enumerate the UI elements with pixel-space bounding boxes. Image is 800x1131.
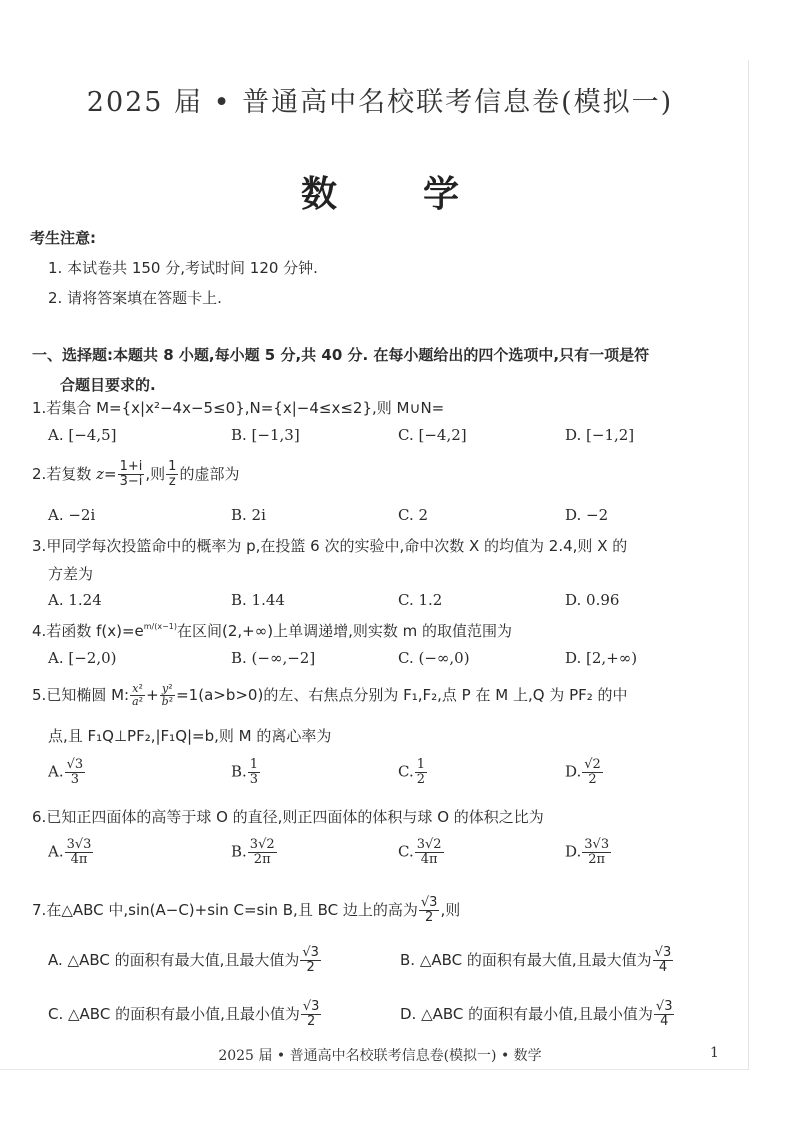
question-7: [32, 896, 460, 925]
option-a: A. $\frac{√3}{3}$: [48, 757, 84, 787]
option-c: C. $\frac{1}{2}$: [398, 757, 425, 787]
question-stem-suffix: 的虚部为: [179, 465, 240, 483]
option-b: B. (−∞,−2]: [231, 649, 316, 667]
question-stem-prefix: 若集合: [46, 399, 92, 417]
question-stem: 已知正四面体的高等于球 O 的直径,则正四面体的体积与球 O 的体积之比为: [46, 808, 544, 826]
question-4: [32, 620, 512, 641]
fraction-height: $\frac{√3}{2}$: [420, 895, 438, 925]
option-b: B. △ABC 的面积有最大值,且最大值为 $\frac{√3}{4}$: [400, 945, 672, 975]
subject-char-1: 数: [300, 174, 337, 215]
option-b: B. 2i: [231, 506, 266, 524]
option-c: C. △ABC 的面积有最小值,且最小值为 $\frac{√3}{2}$: [48, 999, 320, 1029]
option-c: C. [−4,2]: [398, 426, 467, 444]
exam-title: 2025 届 • 普通高中名校联考信息卷(模拟一): [86, 87, 674, 118]
page-number: 1: [710, 1045, 719, 1061]
question-number: 1.: [32, 399, 47, 417]
option-a: A. [−2,0): [48, 649, 117, 667]
option-a: A. △ABC 的面积有最大值,且最大值为 $\frac{√3}{2}$: [48, 945, 319, 975]
question-number: 5.: [32, 686, 47, 704]
question-stem-prefix: 已知椭圆 M:: [46, 686, 130, 704]
option-d: D. $\frac{3√3}{2\pi}$: [565, 837, 610, 867]
question-5-cont: 点,且 F₁Q⊥PF₂,|F₁Q|=b,则 M 的离心率为: [48, 727, 332, 745]
option-b: B. [−1,3]: [231, 426, 300, 444]
question-5: 5.已知椭圆 M: $\frac{\text{x²}}{\text{a²}}$ + $\frac{\text{y²}}{\text{b²}}$ =1(a>b>0)的左、右焦点分别为 F₁,F₂,点 P 在 M 上,Q 为 PF₂ 的中: [32, 682, 628, 708]
option-b: B. 1.44: [231, 591, 285, 609]
question-stem: M={x|x²−4x−5≤0},N={x|−4≤x≤2},则 M∪N=: [96, 399, 445, 417]
option-d: D. 0.96: [565, 591, 620, 609]
question-number: 3.: [32, 537, 47, 555]
question-6: [32, 806, 544, 827]
question-stem-suffix: 在区间(2,+∞)上单调递增,则实数 m 的取值范围为: [177, 622, 513, 640]
page-bottom-divider: [0, 1069, 748, 1070]
question-stem-line1: 甲同学每次投篮命中的概率为 p,在投篮 6 次的实验中,命中次数 X 的均值为 2.4,则 X 的: [46, 537, 628, 555]
fraction-x2-a2: $\frac{\text{x²}}{\text{a²}}$: [132, 682, 144, 708]
question-stem-prefix: 若函数 f(x)=e: [46, 622, 144, 640]
question-number: 7.: [32, 901, 47, 919]
option-c: C. (−∞,0): [398, 649, 470, 667]
question-stem-mid: =1(a>b>0)的左、右焦点分别为 F₁,F₂,点 P 在 M 上,Q 为 PF₂ 的中: [176, 686, 628, 704]
subject-title: [0, 166, 760, 217]
notice-title: 考生注意:: [30, 229, 96, 247]
question-3-cont: 方差为: [48, 565, 94, 583]
section-heading-line2: 合题目要求的.: [60, 376, 156, 394]
option-d: D. △ABC 的面积有最小值,且最小值为 $\frac{√3}{4}$: [400, 999, 673, 1029]
section-heading: [32, 340, 732, 400]
question-number: 6.: [32, 808, 47, 826]
option-c: C. 1.2: [398, 591, 443, 609]
option-d: D. $\frac{√2}{2}$: [565, 757, 601, 787]
footer-title: 2025 届 • 普通高中名校联考信息卷(模拟一) • 数学: [218, 1048, 542, 1064]
subject-char-2: 学: [423, 174, 460, 215]
option-a: A. $\frac{3√3}{4\pi}$: [48, 837, 92, 867]
option-d: D. −2: [565, 506, 609, 524]
fraction-reciprocal: $\frac{1}{z}$: [168, 459, 177, 489]
question-1: [32, 397, 444, 418]
option-c: C. $\frac{3√2}{4\pi}$: [398, 837, 442, 867]
question-stem-prefix: 若复数: [46, 465, 92, 483]
question-3: [32, 535, 627, 556]
question-stem-suffix: ,则: [440, 901, 461, 919]
option-c: C. 2: [398, 506, 429, 524]
exponent: m/(x−1): [143, 622, 178, 631]
option-a: A. −2i: [48, 506, 96, 524]
fraction-z: $\frac{1+i}{3-i}$: [119, 459, 143, 489]
option-d: D. [−1,2]: [565, 426, 635, 444]
option-a: A. [−4,5]: [48, 426, 117, 444]
question-number: 2.: [32, 465, 47, 483]
option-a: A. 1.24: [48, 591, 102, 609]
notice-item-2: 2. 请将答案填在答题卡上.: [48, 289, 222, 307]
fraction-y2-b2: $\frac{\text{y²}}{\text{b²}}$: [161, 682, 174, 708]
question-stem-prefix: 在△ABC 中,sin(A−C)+sin C=sin B,且 BC 边上的高为: [46, 901, 418, 919]
question-number: 4.: [32, 622, 47, 640]
option-b: B. $\frac{3√2}{2\pi}$: [231, 837, 275, 867]
notice-item-1: 1. 本试卷共 150 分,考试时间 120 分钟.: [48, 259, 318, 277]
question-2: 2.若复数 z= $\frac{1+i}{3-i}$ ,则 $\frac{1}{z}$ 的虚部为: [32, 459, 240, 489]
section-heading-line1: 一、选择题:本题共 8 小题,每小题 5 分,共 40 分. 在每小题给出的四个选项中,只有一项是符: [32, 346, 650, 364]
option-b: B. $\frac{1}{3}$: [231, 757, 259, 787]
option-d: D. [2,+∞): [565, 649, 638, 667]
